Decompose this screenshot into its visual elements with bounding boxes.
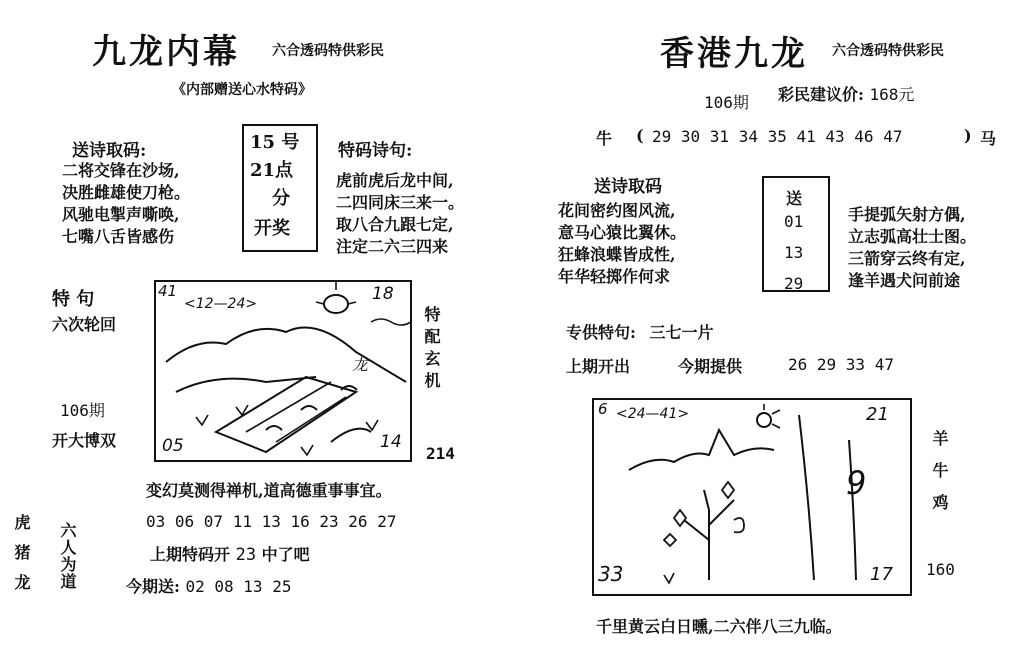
this-offer-numbers: 26 29 33 47 [788,355,894,374]
poem-line: 二将交锋在沙场, [62,161,180,180]
left-riddle: 变幻莫测得禅机,道高德重事事宜。 [146,481,392,500]
ox-numbers: 29 30 31 34 35 41 43 46 47 [652,127,903,146]
special-value: 三七一片 [649,323,714,342]
left-issue: 106期 [60,401,105,420]
side-vertical-label: 特配玄机 [422,306,441,394]
special-poem-header: 特码诗句: [338,141,413,161]
right-sketch-label-top-left: 6 [598,400,608,418]
right-bottom-poem: 千里黄云白日曛,二六伴八三九临。 [596,617,842,636]
right-poem-header: 送诗取码 [594,177,662,197]
poem-line: 决胜雌雄使刀枪。 [62,183,191,202]
poem-line: 立志弧高壮士图。 [848,227,977,246]
poem-line: 虎前虎后龙中间, [336,171,454,190]
right-subtitle: 六合透码特供彩民 [832,43,944,59]
horse-label: 马 [980,129,997,148]
draw-line-3: 分 [272,188,290,209]
sketch-label-top-left: 41 [158,282,178,300]
special-poem [336,170,464,258]
poem-line: 狂蜂浪蝶皆成性, [558,245,676,264]
left-title: 九龙内幕 [92,32,240,72]
last-special-value: 23 [235,545,257,565]
left-poem-header: 送诗取码: [72,141,147,161]
poem-line: 注定二六三四来 [336,237,449,256]
last-special [150,542,310,565]
sketch-label-top-mid: <12—24> [184,296,258,312]
left-poem [62,160,190,248]
this-offer-label: 今期提供 [678,357,743,376]
special-phrase-label: 特 句 [52,289,95,310]
right-side-number: 160 [926,560,955,579]
left-subtitle: 六合透码特供彩民 [272,43,384,59]
last-special-prefix: 上期特码开 [150,545,231,564]
right-poem-2 [848,204,976,292]
poem-line: 花间密约图风流, [558,201,676,220]
big-odd-even: 开大博双 [52,431,117,450]
sketch-label-bottom-right: 14 [380,432,402,452]
sketch-label-dragon: 龙 [352,355,369,374]
price-label: 彩民建议价: [778,85,864,104]
left-side-number: 214 [426,444,455,463]
six-people-vertical: 六人为道 [58,522,77,590]
ox-numbers-close: ) [964,126,972,145]
sketch-label-bottom-left: 05 [162,436,184,456]
this-issue-values: 02 08 13 25 [185,577,292,596]
this-issue-label: 今期送: [126,577,180,596]
poem-line: 七嘴八舌皆感伤 [62,227,175,246]
right-sketch-label-middle-right: 9 [846,464,867,502]
poem-line: 三箭穿云终有定, [848,249,966,268]
right-sketch-label-top-mid: <24—41> [616,406,690,422]
poem-line: 逢羊遇犬问前途 [848,271,961,290]
left-tagline: 《内部赠送心水特码》 [172,82,312,98]
poem-line: 年华轻掷作何求 [558,267,671,286]
right-issue: 106期 [704,93,749,112]
last-special-suffix: 中了吧 [261,545,310,564]
ox-label: 牛 [596,129,613,148]
this-issue [126,574,291,597]
right-sketch-label-top-right: 21 [866,404,889,425]
send-box-number: 13 [784,243,804,262]
poem-line: 取八合九跟七定, [336,215,454,234]
poem-line: 二四同床三来一。 [336,193,465,212]
poem-line: 意马心猿比翼休。 [558,223,687,242]
poem-line: 风驰电掣声嘶唤, [62,205,180,224]
ox-numbers-open: ( [636,126,644,145]
special-label: 专供特句: [566,323,636,342]
draw-line-2: 21点 [250,160,294,181]
right-sketch-label-bottom-left: 33 [598,562,624,586]
right-title: 香港九龙 [660,34,808,74]
last-open-label: 上期开出 [566,357,631,376]
special-line [566,320,714,343]
right-sketch-label-bottom-right: 17 [870,564,893,585]
send-box-label: 送 [786,189,803,208]
right-poem [558,200,686,288]
sketch-label-top-right: 18 [372,284,394,304]
left-animals-vertical: 虎猪龙 [12,514,31,604]
poem-line: 手提弧矢射方偶, [848,205,966,224]
draw-line-1: 15 号 [250,132,300,153]
right-animals-vertical: 羊牛鸡 [930,430,949,526]
draw-line-4: 开奖 [254,218,290,239]
send-box-number: 29 [784,274,804,293]
send-box-number: 01 [784,212,804,231]
price [778,82,914,105]
left-numbers: 03 06 07 11 13 16 23 26 27 [146,512,397,531]
price-value: 168元 [869,85,915,104]
special-phrase: 六次轮回 [52,315,117,334]
